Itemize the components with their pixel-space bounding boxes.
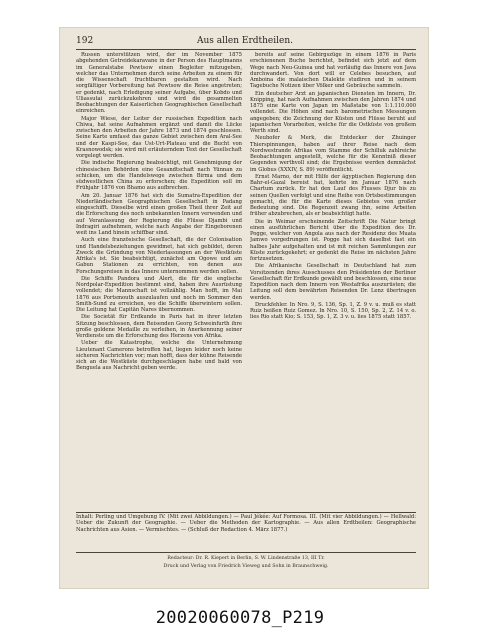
paragraph: Russen unterstützen wird, der im November 1875 abgehenden Getreidekaravane in der Person des Hauptmanns im Generalstabe Pewtsow einen Begleiter mitzugeben, welcher das Unternehmen durch seine Arbeiten zu einem für die Wissenschaft fruchtbaren gestalten wird. Nach sorgfältiger Vorbereitung hat Pewtsow die Reise angetreten; er gedenkt, nach Erledigung seiner Aufgabe, über Kobdo und Uliassutai zurückzukehren und wird die gesammelten Beobachtungen der Kaiserlichen Geographischen Gesellschaft einreichen. (76, 52, 242, 115)
paragraph: Die Schiffe Pandora und Alert, die für die englische Nordpolar-Expedition bestimmt sind, haben ihre Ausrüstung vollendet; die Mannschaft ist vollzählig. Man hofft, im Mai 1876 aus Portsmouth auszulaufen und noch im Sommer den Smith-Sund zu erreichen, wo die Schiffe überwintern sollen. Die Leitung hat Capitän Nares übernommen. (76, 275, 242, 313)
paragraph: Ein deutscher Arzt an japanischen Diensten im Innern, Dr. Knipping, hat nach Aufnahmen zwischen den Jahren 1874 und 1875 eine Karte von Japan im Maßstabe von 1:1.110.000 vollendet. Die Höhen sind nach barometrischen Messungen angegeben; die Zeichnung der Küsten und Flüsse beruht auf japanischen Vorarbeiten, welche für die Ostküste von großem Werth sind. (250, 90, 416, 134)
printer-line: Druck und Verlag von Friedrich Vieweg und Sohn in Braunschweig. (163, 564, 329, 569)
table-of-contents: Inhalt: Perling und Umgebung IV. (Mit zwei Abbildungen.) — Paul Jékée: Auf Formosa. III. (Mit vier Abbildungen.) — Hellwald: Ueber die Zukunft der Geographie. — Ueber die Methoden der Kartographie. — Aus allen Erdtheilen: Geographische Nachrichten aus Asien. — Vermischtes. — (Schluß der Redaction 4. März 1877.) (76, 514, 416, 533)
paragraph: bereits auf seine Gebirgszüge in einem 1876 in Paris erschienenen Buche berichtet, befindet sich jetzt auf dem Wege nach Neu-Guinea und hat vorläufig das Innere von Java durchwandert. Von dort will er Celebes besuchen, auf Amboina die malaischen Dialekte studiren und in seinem Tagebuche Notizen über Völker und Gebräuche sammeln. (250, 52, 416, 90)
paragraph: Die indische Regierung beabsichtigt, mit Genehmigung der chinesischen Behörden eine Gesandtschaft nach Yünnan zu schicken, um die Handelswege zwischen Birma und dem südwestlichen China zu erforschen; die Expedition soll im Frühjahr 1876 von Bhamo aus aufbrechen. (76, 160, 242, 192)
scanned-page (60, 28, 428, 588)
page-number: 192 (76, 36, 94, 46)
page-header (76, 34, 414, 48)
text-columns (76, 52, 416, 512)
paragraph: Ernst Marno, der mit Hilfe der ägyptischen Regierung den Bahr-el-Gazal bereist hat, kehrte im Januar 1876 nach Chartum zurück. Er hat den Lauf des Flusses Djur bis zu seinen Quellen verfolgt und eine Reihe von Ortsbestimmungen gemacht, die für die Karte dieses Gebietes von großer Bedeutung sind. Die Regenzeit zwang ihn, seine Arbeiten früher abzubrechen, als er beabsichtigt hatte. (250, 173, 416, 218)
scan-identifier: 20020060078_P219 (155, 608, 325, 628)
paragraph: Neuhofer & Merk, die Entdecker der Zhuinger Thierspinnungen, haben auf ihrer Reise nach dem Nordwestrande Afrikas vom Stamme der Schilluk zahlreiche Beobachtungen angestellt, welche für die Kenntniß dieser Gegenden werthvoll sind; die Ergebnisse werden demnächst im Globus (XXXIV, S. 89) veröffentlicht. (250, 135, 416, 173)
paragraph: Die Afrikanische Gesellschaft in Deutschland hat zum Vorsitzenden ihres Ausschusses den Präsidenten der Berliner Gesellschaft für Erdkunde gewählt und beschlossen, eine neue Expedition nach dem Innern von Westafrika auszurüsten; die Leitung soll dem bewährten Reisenden Dr. Lenz übertragen werden. (250, 263, 416, 301)
content-rule (76, 512, 416, 513)
paragraph: Major Wiese, der Leiter der russischen Expedition nach Chiwa, hat seine Aufnahmen ergänzt und damit die Lücke zwischen den Arbeiten der Jahre 1873 und 1874 geschlossen. Seine Karte umfasst das ganze Gebiet zwischen dem Aral-See und der Kaspi-See, das Ust-Urt-Plateau und die Bucht von Krasnowodsk; sie wird mit erläuterndem Text der Gesellschaft vorgelegt werden. (76, 115, 242, 159)
paragraph: Druckfehler. In Nro. 9, S. 136, Sp. 1, Z. 9 v. u. muß es statt Ruiz heißen Ruiz Gomez. In Nro. 10, S. 150, Sp. 2, Z. 14 v. o. lies Rio statt Kio; S. 153, Sp. 1, Z. 3 v. u. lies 1875 statt 1857. (250, 301, 416, 321)
paragraph: Die in Weimar erscheinende Zeitschrift Die Natur bringt einen ausführlichen Bericht über die Expedition des Dr. Pogge, welcher von Angola aus nach der Residenz des Muata Jamwo vorgedrungen ist. Pogge hat sich daselbst fast ein halbes Jahr aufgehalten und ist mit reichen Sammlungen zur Küste zurückgekehrt; er gedenkt die Reise im nächsten Jahre fortzusetzen. (250, 218, 416, 262)
editor-line: Redacteur: Dr. R. Kiepert in Berlin, S. W. Lindenstraße 13, III Tr. (167, 556, 325, 561)
left-column (76, 52, 242, 512)
header-rule (76, 49, 416, 50)
paragraph: Die Societät für Erdkunde in Paris hat in ihrer letzten Sitzung beschlossen, dem Reisenden Georg Schweinfurth ihre große goldene Medaille zu verleihen, in Anerkennung seiner Verdienste um die Erforschung des Herzens von Afrika. (76, 314, 242, 339)
running-title: Aus allen Erdtheilen. (197, 36, 293, 46)
imprint-rule (76, 552, 416, 553)
paragraph: Am 20. Januar 1876 hat sich die Sumatra-Expedition der Niederländischen Geographischen Gesellschaft in Padang eingeschifft. Dieselbe wird einen großen Theil ihrer Zeit auf die Erforschung des noch unbekannten Innern verwenden und auf Veranlassung der Regierung die Flüsse Djambi und Indragiri aufnehmen, welche nach Angabe der Eingeborenen weit ins Land hinein schiffbar sind. (76, 192, 242, 236)
paragraph: Ueber die Katastrophe, welche die Unternehmung Lieutenant Camerons betroffen hat, liegen leider noch keine sicheren Nachrichten vor; man hofft, dass der kühne Reisende sich an die Westküste durchgeschlagen habe und bald von Benguela aus Nachricht geben werde. (76, 340, 242, 372)
paragraph: Auch eine französische Gesellschaft, die der Colonisation und Handelsbeziehungen gewidmet, hat sich gebildet, deren Zweck die Gründung von Niederlassungen an der Westküste Afrika's ist. Sie beabsichtigt, zunächst am Ogowe und am Gabun Stationen zu errichten, von denen aus Forschungsreisen in das Innere unternommen werden sollen. (76, 237, 242, 275)
right-column (250, 52, 416, 512)
